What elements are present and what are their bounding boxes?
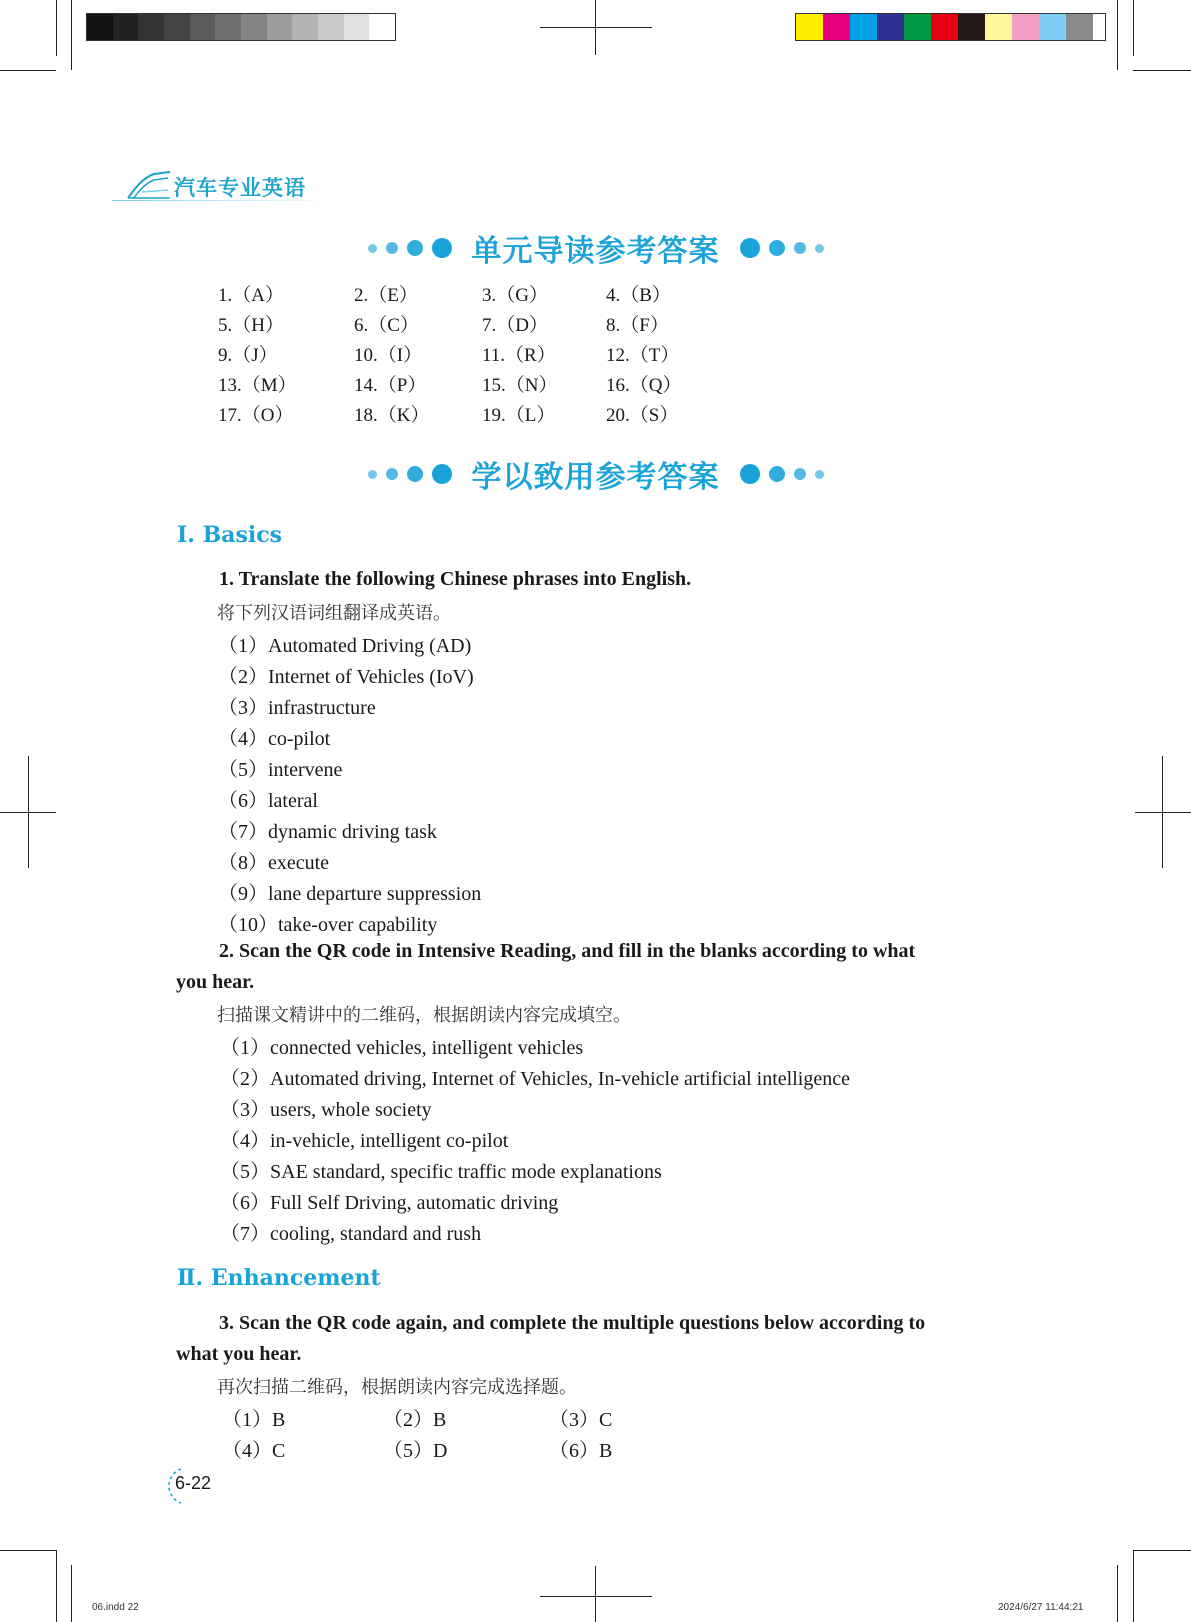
choice-answer: （3）C: [549, 1409, 613, 1431]
unit-answer: 2.（E）: [354, 285, 418, 306]
list-item: （4）in-vehicle, intelligent co-pilot: [220, 1130, 509, 1152]
list-item: （9）lane departure suppression: [218, 883, 482, 905]
part-heading-enhancement: Ⅱ. Enhancement: [177, 1265, 381, 1291]
calibration-swatch: [369, 14, 395, 40]
question-2-instruction: 扫描课文精讲中的二维码，根据朗读内容完成填空。: [217, 1005, 631, 1026]
unit-answer: 18.（K）: [354, 405, 430, 426]
registration-mark: [1135, 812, 1191, 813]
dots-right: [740, 464, 824, 484]
crop-mark: [71, 1565, 72, 1622]
list-item: （1）Automated Driving (AD): [218, 635, 472, 657]
question-2-title-line2: you hear.: [176, 971, 255, 993]
list-item: （10）take-over capability: [218, 914, 438, 936]
calibration-swatch: [190, 14, 216, 40]
unit-answer: 7.（D）: [482, 315, 548, 336]
list-item: （2）Internet of Vehicles (IoV): [218, 666, 474, 688]
crop-mark: [1133, 1550, 1134, 1622]
crop-mark: [1117, 1565, 1118, 1622]
registration-mark: [595, 1566, 596, 1622]
unit-answer: 12.（T）: [606, 345, 680, 366]
calibration-swatch: [823, 14, 850, 40]
calibration-swatch: [985, 14, 1012, 40]
unit-answer: 20.（S）: [606, 405, 679, 426]
header-divider: [112, 200, 338, 201]
unit-answer: 9.（J）: [218, 345, 278, 366]
dots-left: [368, 464, 452, 484]
list-item: （6）lateral: [218, 790, 318, 812]
crop-mark: [0, 70, 56, 71]
question-3-instruction: 再次扫描二维码，根据朗读内容完成选择题。: [217, 1377, 577, 1398]
calibration-swatch: [931, 14, 958, 40]
section-title: 单元导读参考答案: [471, 234, 720, 269]
registration-mark: [595, 0, 596, 55]
unit-answer: 16.（Q）: [606, 375, 682, 396]
section-heading-application-answers: [0, 454, 1191, 494]
registration-mark: [540, 1596, 652, 1597]
list-item: （7）dynamic driving task: [218, 821, 437, 843]
gray-calibration-bar: [86, 13, 396, 41]
list-item: （2）Automated driving, Internet of Vehicles, In-vehicle artificial intelligence: [220, 1068, 850, 1090]
choice-answer: （6）B: [549, 1440, 613, 1462]
list-item: （6）Full Self Driving, automatic driving: [220, 1192, 559, 1214]
question-1-title: 1. Translate the following Chinese phrases into English.: [219, 568, 692, 590]
registration-mark: [28, 756, 29, 868]
section-heading-unit-answers: [0, 228, 1191, 268]
list-item: （1）connected vehicles, intelligent vehicles: [220, 1037, 584, 1059]
list-item: （5）SAE standard, specific traffic mode explanations: [220, 1161, 662, 1183]
crop-mark: [1133, 1550, 1191, 1551]
calibration-swatch: [904, 14, 931, 40]
unit-answer: 8.（F）: [606, 315, 669, 336]
unit-answer: 4.（B）: [606, 285, 671, 306]
book-title: 汽车专业英语: [174, 175, 306, 200]
footer-file-info: 06.indd 22: [92, 1602, 139, 1613]
crop-mark: [1117, 0, 1118, 70]
choice-answer: （1）B: [222, 1409, 286, 1431]
calibration-swatch: [87, 14, 113, 40]
unit-answer: 5.（H）: [218, 315, 284, 336]
calibration-swatch: [877, 14, 904, 40]
registration-mark: [1162, 756, 1163, 868]
section-title: 学以致用参考答案: [471, 460, 720, 495]
calibration-swatch: [267, 14, 293, 40]
part-heading-basics: Ⅰ. Basics: [177, 522, 282, 548]
choice-answer: （4）C: [222, 1440, 286, 1462]
page-number: 6-22: [175, 1473, 212, 1493]
unit-answer: 14.（P）: [354, 375, 427, 396]
calibration-swatch: [1012, 14, 1039, 40]
calibration-swatch: [113, 14, 139, 40]
unit-answer: 19.（L）: [482, 405, 556, 426]
list-item: （3）infrastructure: [218, 697, 376, 719]
unit-answer: 10.（I）: [354, 345, 423, 366]
crop-mark: [56, 0, 57, 56]
footer-timestamp: 2024/6/27 11:44:21: [998, 1602, 1084, 1613]
unit-answer: 11.（R）: [482, 345, 556, 366]
question-3-title-line2: what you hear.: [176, 1343, 302, 1365]
list-item: （4）co-pilot: [218, 728, 331, 750]
unit-answer: 6.（C）: [354, 315, 419, 336]
calibration-swatch: [164, 14, 190, 40]
unit-answer: 15.（N）: [482, 375, 558, 396]
crop-mark: [71, 0, 72, 70]
unit-answer: 13.（M）: [218, 375, 297, 396]
calibration-swatch: [344, 14, 370, 40]
calibration-swatch: [215, 14, 241, 40]
question-2-title-line1: 2. Scan the QR code in Intensive Reading, and fill in the blanks according to what: [219, 940, 916, 962]
dots-left: [368, 238, 452, 258]
calibration-swatch: [292, 14, 318, 40]
question-1-instruction: 将下列汉语词组翻译成英语。: [217, 603, 451, 624]
crop-mark: [56, 1550, 57, 1622]
calibration-swatch: [1039, 14, 1066, 40]
unit-answer: 1.（A）: [218, 285, 284, 306]
choice-answer: （5）D: [383, 1440, 448, 1462]
calibration-swatch: [1066, 14, 1093, 40]
registration-mark: [540, 27, 652, 28]
crop-mark: [0, 1550, 56, 1551]
calibration-swatch: [318, 14, 344, 40]
unit-answer: 3.（G）: [482, 285, 548, 306]
crop-mark: [1133, 0, 1134, 56]
list-item: （8）execute: [218, 852, 330, 874]
list-item: （5）intervene: [218, 759, 343, 781]
crop-mark: [1133, 70, 1191, 71]
unit-answer: 17.（O）: [218, 405, 294, 426]
choice-answer: （2）B: [383, 1409, 447, 1431]
dots-right: [740, 238, 824, 258]
calibration-swatch: [958, 14, 985, 40]
list-item: （7）cooling, standard and rush: [220, 1223, 482, 1245]
calibration-swatch: [138, 14, 164, 40]
calibration-swatch: [241, 14, 267, 40]
calibration-swatch: [796, 14, 823, 40]
car-logo-icon: [124, 168, 172, 202]
list-item: （3）users, whole society: [220, 1099, 432, 1121]
color-calibration-bar: [795, 13, 1106, 41]
calibration-swatch: [850, 14, 877, 40]
question-3-title-line1: 3. Scan the QR code again, and complete the multiple questions below according to: [219, 1312, 926, 1334]
